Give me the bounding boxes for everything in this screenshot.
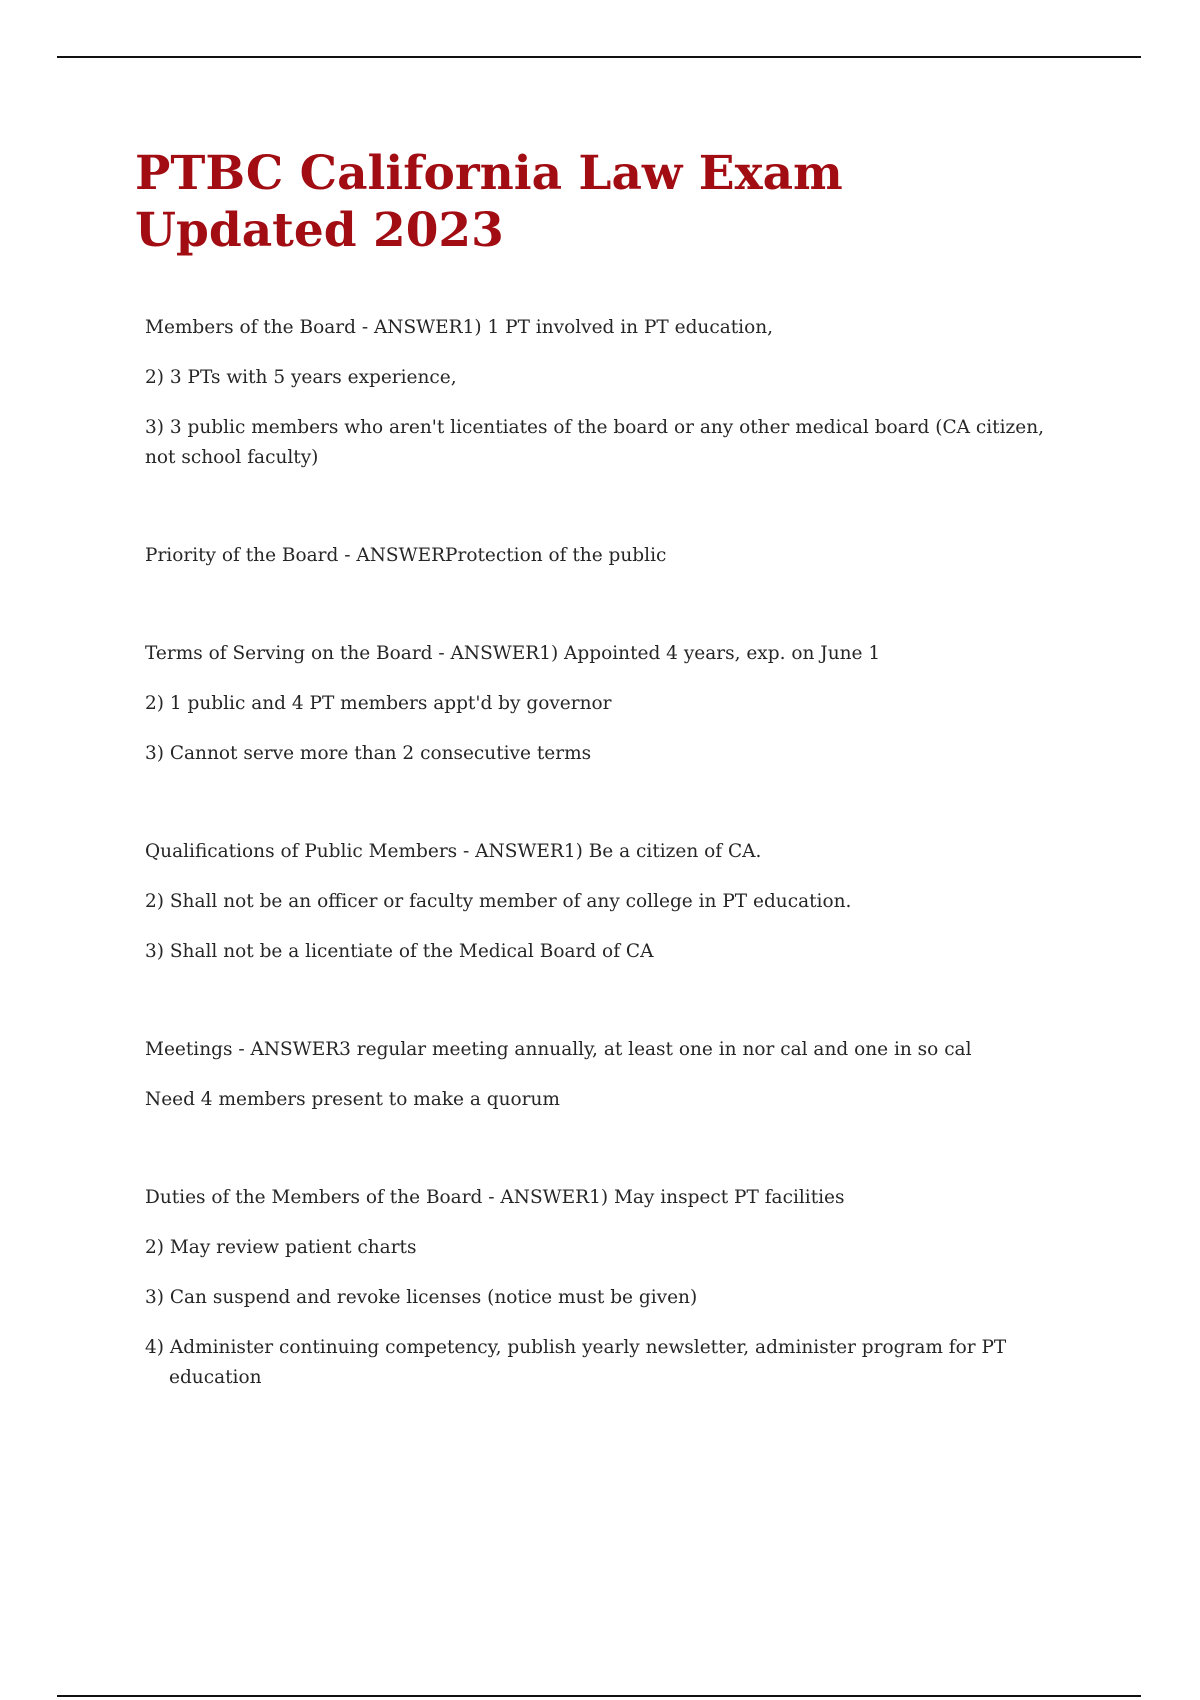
qa-line: 3) Can suspend and revoke licenses (notice must be given): [145, 1287, 698, 1308]
qa-line: 2) Shall not be an officer or faculty member of any college in PT education.: [145, 891, 852, 912]
qa-line: Members of the Board - ANSWER1) 1 PT involved in PT education,: [145, 317, 774, 338]
title-line-1: PTBC California Law Exam: [135, 146, 843, 201]
qa-item-board-priority: [145, 541, 1045, 571]
qa-line: Priority of the Board - ANSWERProtection of the public: [145, 545, 667, 566]
bottom-rule: [57, 1695, 1141, 1697]
qa-line: 3) 3 public members who aren't licentiates of the board or any other medical board (CA citizen, not school faculty): [145, 417, 1045, 468]
qa-item-meetings: [145, 1035, 1045, 1115]
qa-line: Need 4 members present to make a quorum: [145, 1089, 560, 1110]
qa-line: Duties of the Members of the Board - ANSWER1) May inspect PT facilities: [145, 1187, 845, 1208]
qa-list: [145, 313, 1045, 1461]
qa-line: 4) Administer continuing competency, publish yearly newsletter, administer program for PT education: [145, 1337, 1007, 1388]
qa-item-board-duties: [145, 1183, 1045, 1393]
qa-line: 3) Shall not be a licentiate of the Medical Board of CA: [145, 941, 654, 962]
qa-line: 3) Cannot serve more than 2 consecutive terms: [145, 743, 592, 764]
title-line-2: Updated 2023: [135, 203, 504, 258]
qa-line: 2) 1 public and 4 PT members appt'd by governor: [145, 693, 612, 714]
qa-item-terms: [145, 639, 1045, 769]
qa-line: 2) 3 PTs with 5 years experience,: [145, 367, 457, 388]
qa-line: Terms of Serving on the Board - ANSWER1) Appointed 4 years, exp. on June 1: [145, 643, 881, 664]
qa-line: Qualifications of Public Members - ANSWER1) Be a citizen of CA.: [145, 841, 762, 862]
qa-line: Meetings - ANSWER3 regular meeting annually, at least one in nor cal and one in so cal: [145, 1039, 972, 1060]
qa-item-public-member-qualifications: [145, 837, 1045, 967]
qa-line: 2) May review patient charts: [145, 1237, 417, 1258]
top-rule: [57, 56, 1141, 58]
qa-item-board-members: [145, 313, 1045, 473]
page-title: [135, 145, 1095, 259]
